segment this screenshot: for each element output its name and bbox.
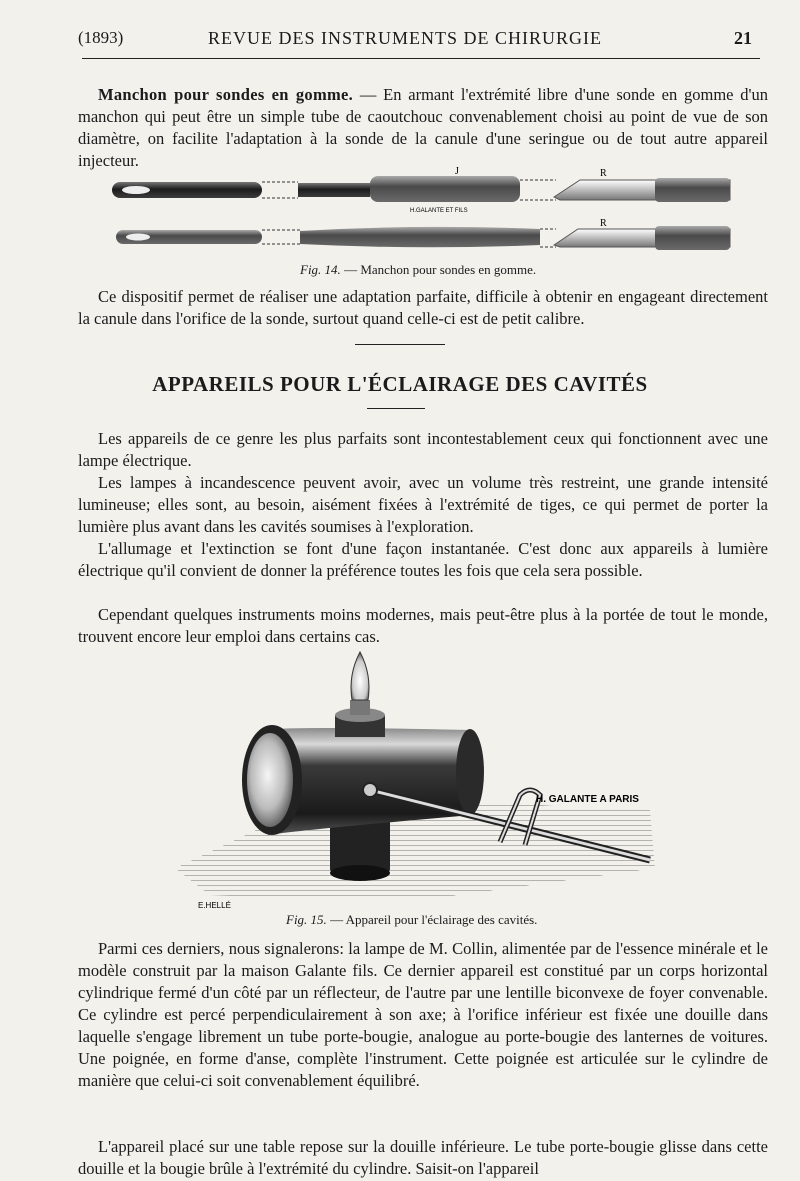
paragraph-text: — En armant l'extrémité libre d'une sonde en gomme d'un manchon qui peut être un simple tube de caoutchouc convenablement choisi au point de vue de son diamètre, on facilite l'adaptation à la sonde de la canule d'une seringue ou de tout autre appareil injecteur. xyxy=(78,85,768,170)
page-number: 21 xyxy=(734,28,752,48)
paragraph-allumage: L'allumage et l'extinction se font d'une façon instantanée. C'est donc aux appareils à lumière électrique qu'il convient de donner la préférence toutes les fois que cela sera possible. xyxy=(78,539,768,580)
paragraph-dispositif: Ce dispositif permet de réaliser une adaptation parfaite, difficile à obtenir en engageant directement la canule dans l'orifice de la sonde, surtout quand celle-ci est de petit calibre. xyxy=(78,287,768,328)
caption-number: Fig. 14. xyxy=(300,262,341,277)
paragraph-cependant: Cependant quelques instruments moins modernes, mais peut-être plus à la portée de tout le monde, trouvent encore leur emploi dans certains cas. xyxy=(78,605,768,646)
figure-15-caption xyxy=(286,912,537,928)
paragraph-parmi: Parmi ces derniers, nous signalerons: la lampe de M. Collin, alimentée par de l'essence minérale et le modèle construit par la maison Galante fils. Ce dernier appareil est constitué par un corps horizontal cylindrique fermé d'un côté par un réflecteur, de l'autre par une lentille biconvexe de foyer convenable. Ce cylindre est percé perpendiculairement à son axe; à l'orifice inférieur est fixée une douille dans laquelle s'engage librement un tube porte-bougie, analogue au porte-bougie des lanternes de voitures. Une poignée, en forme d'anse, complète l'instrument. Cette poignée est articulée sur le cylindre de manière que celui-ci soit convenablement équilibré. xyxy=(78,939,768,1090)
paragraph-lampes: Les lampes à incandescence peuvent avoir, avec un volume très restreint, une grande intensité lumineuse; elles sont, au besoin, aisément fixées à l'extrémité de tiges, ce qui permet de porter la lumière plus avant dans les cavités soumises à l'exploration. xyxy=(78,473,768,536)
label-r-2: R xyxy=(600,218,607,229)
paragraph-appareils: Les appareils de ce genre les plus parfaits sont incontestablement ceux qui fonctionnent avec une lampe électrique. xyxy=(78,429,768,470)
maker-mark-fig15: H. GALANTE A PARIS xyxy=(536,794,639,805)
engraver-signature: E.HELLÉ xyxy=(198,901,231,910)
caption-number: Fig. 15. xyxy=(286,912,327,927)
caption-text: — Manchon pour sondes en gomme. xyxy=(340,262,537,277)
section-title: APPAREILS POUR L'ÉCLAIRAGE DES CAVITÉS xyxy=(152,372,648,396)
header-title: REVUE DES INSTRUMENTS DE CHIRURGIE xyxy=(208,28,602,48)
maker-mark-fig14: H.GALANTE ET FILS xyxy=(410,208,468,214)
label-j: J xyxy=(455,166,459,177)
caption-text: — Appareil pour l'éclairage des cavités. xyxy=(326,912,538,927)
paragraph-lead: Manchon pour sondes en gomme. xyxy=(98,85,354,104)
label-r-1: R xyxy=(600,168,607,179)
header-year: (1893) xyxy=(78,28,124,47)
paragraph-appareil-place: L'appareil placé sur une table repose sur la douille inférieure. Le tube porte-bougie glisse dans cette douille et la bougie brûle à l'extrémité du cylindre. Saisit-on l'appareil xyxy=(78,1137,768,1178)
